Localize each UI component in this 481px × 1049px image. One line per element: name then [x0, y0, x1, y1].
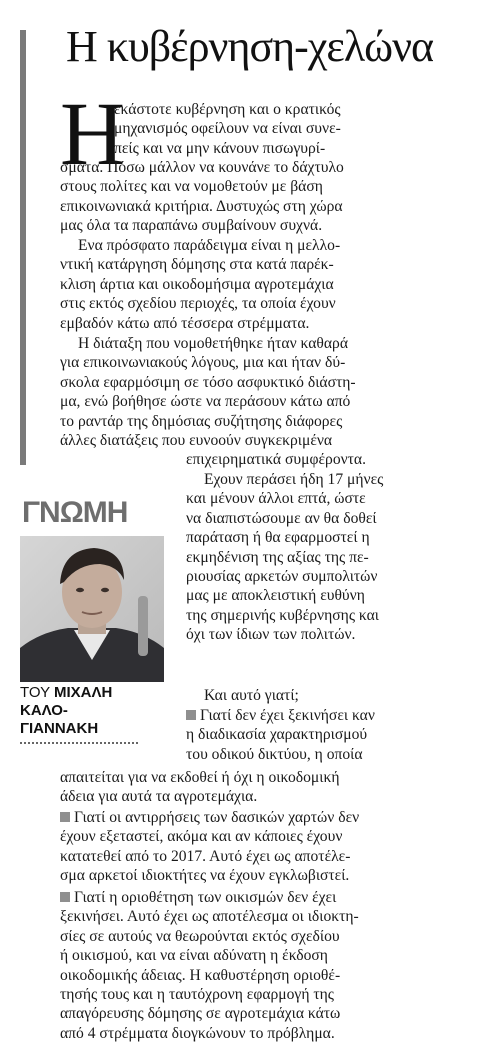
bullet-square-icon: [60, 812, 70, 822]
byline-prefix: ΤΟΥ: [20, 684, 50, 701]
text-line: Γιατί η οριοθέτηση των οικισμών δεν έχει: [74, 889, 337, 906]
text-line: ξεκινήσει. Αυτό έχει ως αποτέλεσμα οι ιδιοκτη-: [60, 908, 359, 926]
text-line: μας όλα τα παραπάνω συμβαίνουν συχνά.: [60, 217, 323, 235]
text-line: να διαπιστώσουμε αν θα δοθεί: [186, 509, 377, 527]
text-line: εκάστοτε κυβέρνηση και ο κρατικός: [114, 101, 341, 118]
text-line: απαιτείται για να εκδοθεί ή όχι η οικοδομική: [60, 769, 340, 786]
text-line: εμβαδόν κάτω από τέσσερα στρέμματα.: [60, 314, 310, 332]
bullet-3: [60, 888, 465, 1043]
byline-divider: [20, 742, 138, 744]
text-line: του οδικού δικτύου, η οποία: [186, 745, 363, 763]
paragraph-1-lead: [114, 100, 464, 158]
text-line: πείς και να μην κάνουν πισωγυρί-: [114, 139, 326, 157]
text-line: σματα. Πόσω μάλλον να κουνάνε το δάχτυλο: [60, 159, 344, 176]
text-line: από 4 στρέμματα διογκώνουν το πρόβλημα.: [60, 1024, 335, 1042]
bullet-1-wide: [60, 768, 465, 807]
text-line: στις εκτός σχεδίου περιοχές, τα οποία έχουν: [60, 295, 336, 313]
text-line: επιχειρηματικά συμφέροντα.: [186, 451, 366, 468]
byline: [20, 684, 150, 744]
text-line: μηχανισμός οφείλουν να είναι συνε-: [114, 120, 341, 138]
text-line: για επικοινωνιακούς λόγους, μια και ήταν δύ-: [60, 354, 346, 372]
text-line: επικοινωνιακά κριτήρια. Δυστυχώς στη χώρα: [60, 197, 343, 215]
text-line: Ενα πρόσφατο παράδειγμα είναι η μελλο-: [78, 237, 341, 254]
text-line: Και αυτό γιατί;: [204, 687, 299, 704]
bullet-square-icon: [60, 892, 70, 902]
text-line: έχουν εξεταστεί, ακόμα και αν κάποιες έχουν: [60, 828, 343, 846]
text-line: απαγόρευσης δόμησης σε αγροτεμάχια κάτω: [60, 1005, 341, 1023]
article-title: Η κυβέρνηση-χελώνα: [66, 22, 434, 71]
author-portrait-image: [20, 536, 164, 682]
text-line: σμα αρκετοί ιδιοκτήτες να έχουν εγκλωβιστεί.: [60, 867, 350, 885]
text-line: κατατεθεί από το 2017. Αυτό έχει ως αποτέλε-: [60, 847, 351, 865]
text-line: εκμηδένιση της αξίας της πε-: [186, 548, 369, 566]
paragraph-4: [186, 470, 466, 645]
text-line: παράταση ή θα εφαρμοστεί η: [186, 529, 370, 547]
section-label-opinion: ΓΝΩΜΗ: [22, 496, 128, 529]
author-photo: [20, 536, 164, 682]
text-line: άλλες διατάξεις που ευνοούν συγκεκριμένα: [60, 431, 333, 449]
text-line: ριουσίας αρκετών συμπολιτών: [186, 567, 378, 585]
paragraph-2: [60, 236, 465, 333]
text-line: στους πολίτες και να νομοθετούν με βάση: [60, 178, 323, 196]
text-line: σίες σε αυτούς να θεωρούνται εκτός σχεδίου: [60, 927, 340, 945]
text-line: και μένουν άλλοι επτά, ώστε: [186, 490, 366, 508]
author-name-line3: ΓΙΑΝΝΑΚΗ: [20, 720, 99, 737]
text-line: κλιση άρτια και οικοδομήσιμα αγροτεμάχια: [60, 275, 334, 293]
text-line: μας με αποκλειστική ευθύνη: [186, 587, 365, 605]
text-line: τησής τους και η ταυτόχρονη εφαρμογή της: [60, 985, 334, 1003]
text-line: οικοδομικής άδειας. Η καθυστέρηση οριοθέ-: [60, 966, 341, 984]
text-line: όχι των ίδιων των πολιτών.: [186, 626, 356, 644]
text-line: ντική κατάργηση δόμησης στα κατά παρέκ-: [60, 256, 334, 274]
bullet-1-narrow: [186, 706, 466, 764]
author-name-line2: ΚΑΛΟ-: [20, 702, 68, 719]
author-name-line1: ΜΙΧΑΛΗ: [53, 684, 113, 701]
paragraph-3-end: [186, 450, 466, 469]
text-line: μα, ενώ βοήθησε ώστε να περάσουν κάτω από: [60, 393, 351, 411]
paragraph-5: [186, 686, 466, 705]
left-rule: [20, 30, 26, 465]
text-line: σκολα εφαρμόσιμη σε τόσο ασφυκτικό διάστη-: [60, 373, 356, 391]
text-line: το ραντάρ της δημόσιας συζήτησης διάφορες: [60, 412, 343, 430]
drop-cap: Η: [60, 85, 125, 184]
text-line: Γιατί δεν έχει ξεκινήσει καν: [200, 707, 375, 724]
text-line: Εχουν περάσει ήδη 17 μήνες: [204, 471, 384, 488]
paragraph-3: [60, 334, 465, 450]
text-line: της σημερινής κυβέρνησης και: [186, 606, 379, 624]
text-line: άδεια για αυτά τα αγροτεμάχια.: [60, 788, 258, 806]
text-line: η διαδικασία χαρακτηρισμού: [186, 726, 368, 744]
paragraph-1: [60, 158, 465, 236]
text-line: Γιατί οι αντιρρήσεις των δασικών χαρτών δεν: [74, 809, 360, 826]
text-line: ή οικισμού, και να είναι αδύνατη η έκδοση: [60, 947, 328, 965]
text-line: Η διάταξη που νομοθετήθηκε ήταν καθαρά: [78, 335, 348, 352]
bullet-square-icon: [186, 710, 196, 720]
bullet-2: [60, 808, 465, 886]
